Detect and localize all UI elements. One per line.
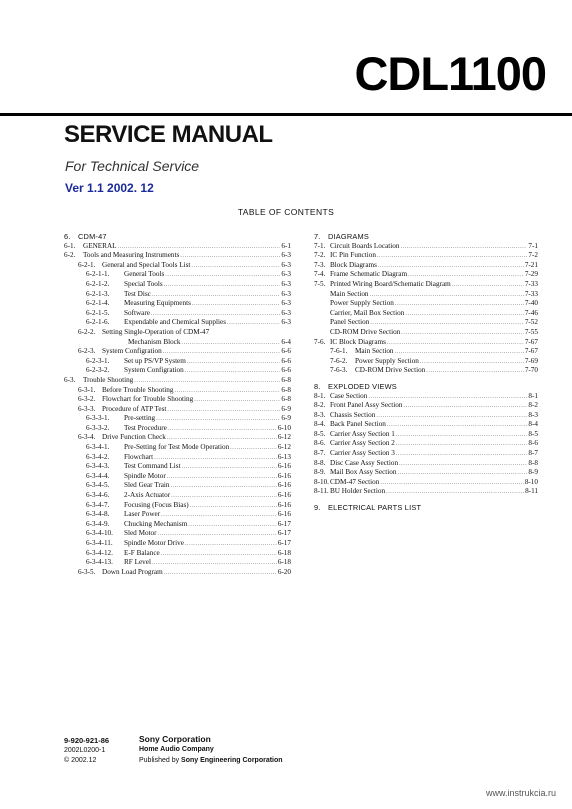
toc-entry-number: 6-3-4-4. [86,471,110,480]
toc-entry-page: 8-1 [528,391,538,400]
toc-entry-number: 6-3-4-3. [86,462,110,471]
doc-code: 2002L0200-1 [64,747,106,754]
toc-entry-title: E-F Balance [124,548,160,557]
copyright: © 2002.12 [64,757,97,764]
toc-entry [64,261,291,271]
toc-entry-number: 6-2-1-1. [86,270,110,279]
toc-entry [64,529,291,539]
toc-entry [314,261,538,271]
toc-entry-title: Setting Single-Operation of CDM-47 [102,327,210,336]
publisher-name: Sony Engineering Corporation [181,757,283,764]
toc-entry [64,328,291,338]
toc-entry [314,478,538,488]
toc-entry-page: 6-16 [277,471,291,480]
toc-entry [314,251,538,261]
toc-entry-title: IC Pin Function [330,251,376,260]
toc-entry [64,386,291,396]
toc-entry-title: Test Command List [124,462,181,471]
toc-entry-title: CDM-47 Section [330,477,380,486]
toc-entry-number: 7. [314,232,321,241]
toc-entry [64,357,291,367]
toc-entry [64,501,291,511]
toc-entry-number: 7-2. [314,251,326,260]
toc-entry [64,366,291,376]
toc-entry-number: 7-6-1. [330,347,348,356]
publisher-line [139,755,283,767]
toc-entry-page: 6-9 [281,414,291,423]
toc-entry-page: 6-6 [281,356,291,365]
toc-entry-title: Expendable and Chemical Supplies [124,318,226,327]
toc-entry-page: 6-18 [277,558,291,567]
toc-entry [64,280,291,290]
toc-entry-title: Carrier Assy Section 1 [330,429,395,438]
toc-entry-title: Carrier Assy Section 2 [330,439,395,448]
part-number: 9-920-921-86 [64,736,110,745]
header-rule [0,113,572,116]
toc-entry-number: 6-3-4-11. [86,539,113,547]
toc-entry-page: 8-10 [524,477,538,486]
toc-entry-page: 8-2 [528,401,538,410]
toc-entry [64,472,291,482]
toc-entry [314,449,538,459]
toc-entry-title: Main Section [330,289,369,298]
toc-entry [64,290,291,300]
toc-entry-number: 7-3. [314,260,326,269]
toc-entry [64,433,291,443]
toc-entry-number: 6-2-3-2. [86,366,110,375]
toc-entry-page: 6-16 [277,510,291,519]
toc-entry [64,481,291,491]
toc-entry-number: 8. [314,381,321,391]
toc-entry [314,392,538,402]
toc-entry-number: 8-5. [314,429,326,438]
toc-entry-title: Power Supply Section [355,356,419,365]
toc-entry [314,357,538,367]
toc-entry [314,401,538,411]
toc-entry-title: RF Level [124,558,151,567]
toc-entry-title: Procedure of ATP Test [102,404,167,413]
toc-entry-page: 7-67 [524,337,538,346]
toc-entry [314,328,538,338]
toc-entry-number: 6-3-3-2. [86,423,110,432]
toc-entry-page: 6-9 [281,404,291,413]
toc-entry-title: Disc Case Assy Section [330,458,399,467]
toc-entry-title: Sled Gear Train [124,481,170,490]
toc-entry-title: Trouble Shooting [83,375,134,384]
toc-entry-number: 6-3-4-2. [86,452,110,461]
toc-entry-page: 8-3 [528,410,538,419]
toc-entry-number: 7-1. [314,241,326,250]
toc-entry [64,414,291,424]
toc-entry [64,568,291,578]
toc-entry [314,347,538,357]
toc-entry [64,539,291,549]
toc-entry-number: 6-2-1. [78,260,96,269]
toc-entry-page: 6-1 [281,241,291,250]
document-subtitle: For Technical Service [65,158,200,174]
toc-entry-title: Pre-setting [124,414,156,423]
toc-entry-number: 6-3-4-12. [86,548,113,557]
toc-entry-title: CD-ROM Drive Section [355,366,426,375]
toc-entry-number: 6-2. [64,251,76,260]
toc-section-heading [314,382,538,392]
toc-entry [314,280,538,290]
toc-entry-title: Spindle Motor [124,471,166,480]
toc-entry-number: 6-3-1. [78,385,96,394]
toc-entry [64,549,291,559]
toc-entry-title: Frame Schematic Diagram [330,270,408,279]
toc-entry-number: 6-3-4-8. [86,510,110,519]
toc-entry-title: Spindle Motor Drive [124,539,184,547]
toc-leader-dots [426,367,524,377]
toc-entry-number: 6-3-4-13. [86,558,113,567]
toc-entry-page: 6-3 [281,260,291,269]
toc-entry-title: Printed Wiring Board/Schematic Diagram [330,279,451,288]
company-name: Sony Corporation [139,734,211,744]
toc-entry-title: Sled Motor [124,529,157,538]
toc-entry-title: Case Section [330,391,368,400]
toc-entry-title: CD-ROM Drive Section [330,327,401,336]
toc-entry-number: 6-3-4. [78,433,96,442]
toc-entry [64,338,291,348]
toc-left-column [64,230,291,577]
toc-entry-number: 6-3-3. [78,404,96,413]
toc-entry-number: 7-6-3. [330,366,348,375]
toc-entry-page: 6-3 [281,289,291,298]
toc-entry-number: 6-3-3-1. [86,414,110,423]
toc-entry [64,395,291,405]
toc-entry-number: 8-9. [314,468,326,477]
toc-entry-page: 6-17 [277,519,291,528]
toc-entry-number: 8-6. [314,439,326,448]
toc-entry [64,510,291,520]
toc-entry-number: 8-3. [314,410,326,419]
toc-entry-title: Drive Function Check [102,433,166,442]
toc-entry [64,242,291,252]
toc-entry [314,459,538,469]
toc-entry-page: 7-46 [524,308,538,317]
toc-entry-page: 6-16 [277,481,291,490]
toc-entry-title: Chucking Mechanism [124,519,188,528]
toc-entry-title: Tools and Measuring Instruments [83,251,180,260]
toc-entry-title: Laser Power [124,510,161,519]
toc-entry [314,366,538,376]
toc-entry-title: Main Section [355,347,394,356]
toc-entry-number: 9. [314,503,321,513]
toc-entry-title: GENERAL [83,241,117,250]
toc-entry-number: 8-4. [314,420,326,429]
toc-entry-number: 6-3-5. [78,567,96,576]
toc-entry-page: 7-21 [524,260,538,269]
toc-entry-title: CDM-47 [78,232,107,241]
toc-entry-number: 8-10. [314,477,329,486]
toc-entry [64,251,291,261]
toc-entry-number: 6-2-3. [78,347,96,356]
toc-entry-number: 6-2-3-1. [86,356,110,365]
toc-entry-page: 6-3 [281,279,291,288]
watermark-url: www.instrukcia.ru [485,788,556,798]
toc-entry-title: Down Load Program [102,567,163,576]
toc-entry-number: 8-1. [314,391,326,400]
toc-entry [314,309,538,319]
toc-entry [64,318,291,328]
toc-entry-title: EXPLODED VIEWS [328,381,397,391]
toc-entry-number: 7-5. [314,279,326,288]
toc-entry-title: General Tools [124,270,165,279]
toc-entry-page: 6-3 [281,318,291,327]
toc-entry-number: 6-2-1-6. [86,318,110,327]
toc-leader-dots [386,488,524,498]
model-number: CDL1100 [354,47,546,100]
toc-entry-number: 6-3-4-1. [86,443,110,452]
toc-entry-title: Pre-Setting for Test Mode Operation [124,443,230,452]
toc-entry-title: Panel Section [330,318,370,327]
toc-entry-page: 6-3 [281,270,291,279]
toc-entry-page: 8-4 [528,420,538,429]
toc-entry-title: Back Panel Section [330,420,386,429]
toc-entry-title: General and Special Tools List [102,260,191,269]
toc-entry-page: 6-8 [281,375,291,384]
toc-entry-title: Mechanism Block [128,337,181,346]
toc-entry-page: 7-1 [528,241,538,250]
toc-entry-page: 6-3 [281,299,291,308]
toc-entry-page: 6-12 [277,433,291,442]
toc-entry-page: 6-20 [277,567,291,576]
toc-entry-title: Carrier Assy Section 3 [330,449,395,458]
toc-entry [314,290,538,300]
toc-entry-page: 8-7 [528,449,538,458]
toc-entry-title: System Configration [102,347,162,356]
toc-entry-number: 6-3-4-10. [86,529,113,538]
toc-entry-page: 6-10 [277,423,291,432]
toc-entry-page: 6-13 [277,452,291,461]
toc-entry-page: 7-33 [524,289,538,298]
toc-entry-title: BU Holder Section [330,487,386,496]
toc-entry-page: 8-11 [525,487,538,496]
toc-entry-number: 7-6-2. [330,356,348,365]
footer-left [64,735,109,766]
toc-entry-title: Measuring Equipments [124,299,191,308]
toc-entry [64,453,291,463]
toc-entry-number: 6-3-4-7. [86,500,110,509]
version-date: Ver 1.1 2002. 12 [65,181,154,195]
toc-entry-page: 6-16 [277,491,291,500]
toc-entry-title: Flowchart [124,452,154,461]
toc-entry-page: 6-16 [277,500,291,509]
toc-entry [64,558,291,568]
toc-entry-title: IC Block Diagrams [330,337,386,346]
toc-entry-title: Before Trouble Shooting [102,385,174,394]
toc-entry-title: Set up PS/VP System [124,356,186,365]
toc-entry-number: 6-2-1-2. [86,279,110,288]
toc-entry-title: Mail Box Assy Section [330,468,397,477]
toc-entry-page: 6-16 [277,462,291,471]
toc-entry-number: 6-3-4-9. [86,519,110,528]
toc-entry [64,376,291,386]
toc-entry-page: 6-4 [281,337,291,346]
toc-heading: TABLE OF CONTENTS [237,207,335,217]
toc-entry-title: DIAGRAMS [328,232,370,241]
toc-section-heading [64,232,291,242]
toc-entry-number: 6-2-1-5. [86,308,110,317]
toc-entry-title: Chassis Section [330,410,376,419]
toc-entry-number: 6-2-2. [78,327,96,336]
toc-entry-page: 6-6 [281,366,291,375]
toc-section-heading [314,503,538,513]
toc-entry [64,491,291,501]
toc-entry-page: 8-8 [528,458,538,467]
toc-entry-page: 8-5 [528,429,538,438]
toc-entry-title: Software [124,308,150,317]
document-title: SERVICE MANUAL [64,121,273,148]
toc-entry [314,430,538,440]
toc-entry-title: Test Disc [124,289,151,298]
toc-entry [314,318,538,328]
toc-entry-title: System Configration [124,366,184,375]
toc-entry-number: 8-11. [314,487,329,496]
toc-entry-title: Power Supply Section [330,299,394,308]
toc-entry-number: 8-2. [314,401,326,410]
toc-entry [64,270,291,280]
toc-entry-number: 6-3. [64,375,76,384]
company-division: Home Audio Company [139,746,214,753]
toc-entry-title: Circuit Boards Location [330,241,400,250]
toc-section-heading [314,232,538,242]
toc-entry-title: Test Procedure [124,423,167,432]
toc-entry-title: ELECTRICAL PARTS LIST [328,503,422,513]
toc-entry [64,299,291,309]
toc-entry-page: 6-17 [277,539,291,547]
toc-entry-page: 6-17 [277,529,291,538]
toc-entry-page: 6-12 [277,443,291,452]
toc-entry-page: 7-69 [524,356,538,365]
toc-entry-title: 2-Axis Actuator [124,491,171,500]
toc-entry-title: Front Panel Assy Section [330,401,403,410]
toc-entry-page: 7-29 [524,270,538,279]
toc-entry-page: 8-9 [528,468,538,477]
toc-entry-title: Block Diagrams [330,260,377,269]
toc-entry-page: 6-8 [281,385,291,394]
toc-entry [64,405,291,415]
toc-entry [64,520,291,530]
toc-entry-page: 6-18 [277,548,291,557]
toc-right-column [314,230,538,513]
toc-entry-page: 7-70 [524,366,538,375]
toc-entry-page: 7-67 [524,347,538,356]
toc-entry [314,420,538,430]
toc-entry [314,299,538,309]
toc-entry-page: 7-33 [524,279,538,288]
toc-entry [314,487,538,497]
toc-entry [314,411,538,421]
toc-entry [64,424,291,434]
toc-entry-number: 6-3-2. [78,395,96,404]
toc-entry-page: 7-55 [524,327,538,336]
toc-entry-number: 6-3-4-5. [86,481,110,490]
toc-entry-title: Special Tools [124,279,163,288]
toc-entry-number: 8-7. [314,449,326,458]
toc-entry-number: 6. [64,232,71,241]
toc-entry-page: 7-2 [528,251,538,260]
toc-entry-page: 7-40 [524,299,538,308]
toc-entry-page: 6-3 [281,251,291,260]
toc-entry-number: 7-6. [314,337,326,346]
toc-entry-number: 8-8. [314,458,326,467]
publisher-prefix: Published by [139,757,182,764]
footer-company [139,734,283,767]
toc-entry-page: 7-52 [524,318,538,327]
toc-entry-number: 6-1. [64,241,76,250]
toc-entry [64,462,291,472]
toc-entry-page: 6-6 [281,347,291,356]
toc-entry-page: 8-6 [528,439,538,448]
toc-entry-page: 6-3 [281,308,291,317]
toc-entry [314,439,538,449]
toc-entry [64,309,291,319]
toc-entry-title: Focusing (Focus Bias) [124,500,189,509]
toc-entry-number: 6-2-1-3. [86,289,110,298]
toc-entry-title: Carrier, Mail Box Section [330,308,405,317]
toc-entry [314,338,538,348]
toc-entry [314,242,538,252]
toc-entry [314,270,538,280]
toc-leader-dots [164,569,277,579]
toc-entry-number: 7-4. [314,270,326,279]
toc-entry-number: 6-2-1-4. [86,299,110,308]
toc-entry [314,468,538,478]
toc-entry-page: 6-8 [281,395,291,404]
toc-entry [64,443,291,453]
toc-entry [64,347,291,357]
toc-entry-title: Flowchart for Trouble Shooting [102,395,194,404]
toc-entry-number: 6-3-4-6. [86,491,110,500]
